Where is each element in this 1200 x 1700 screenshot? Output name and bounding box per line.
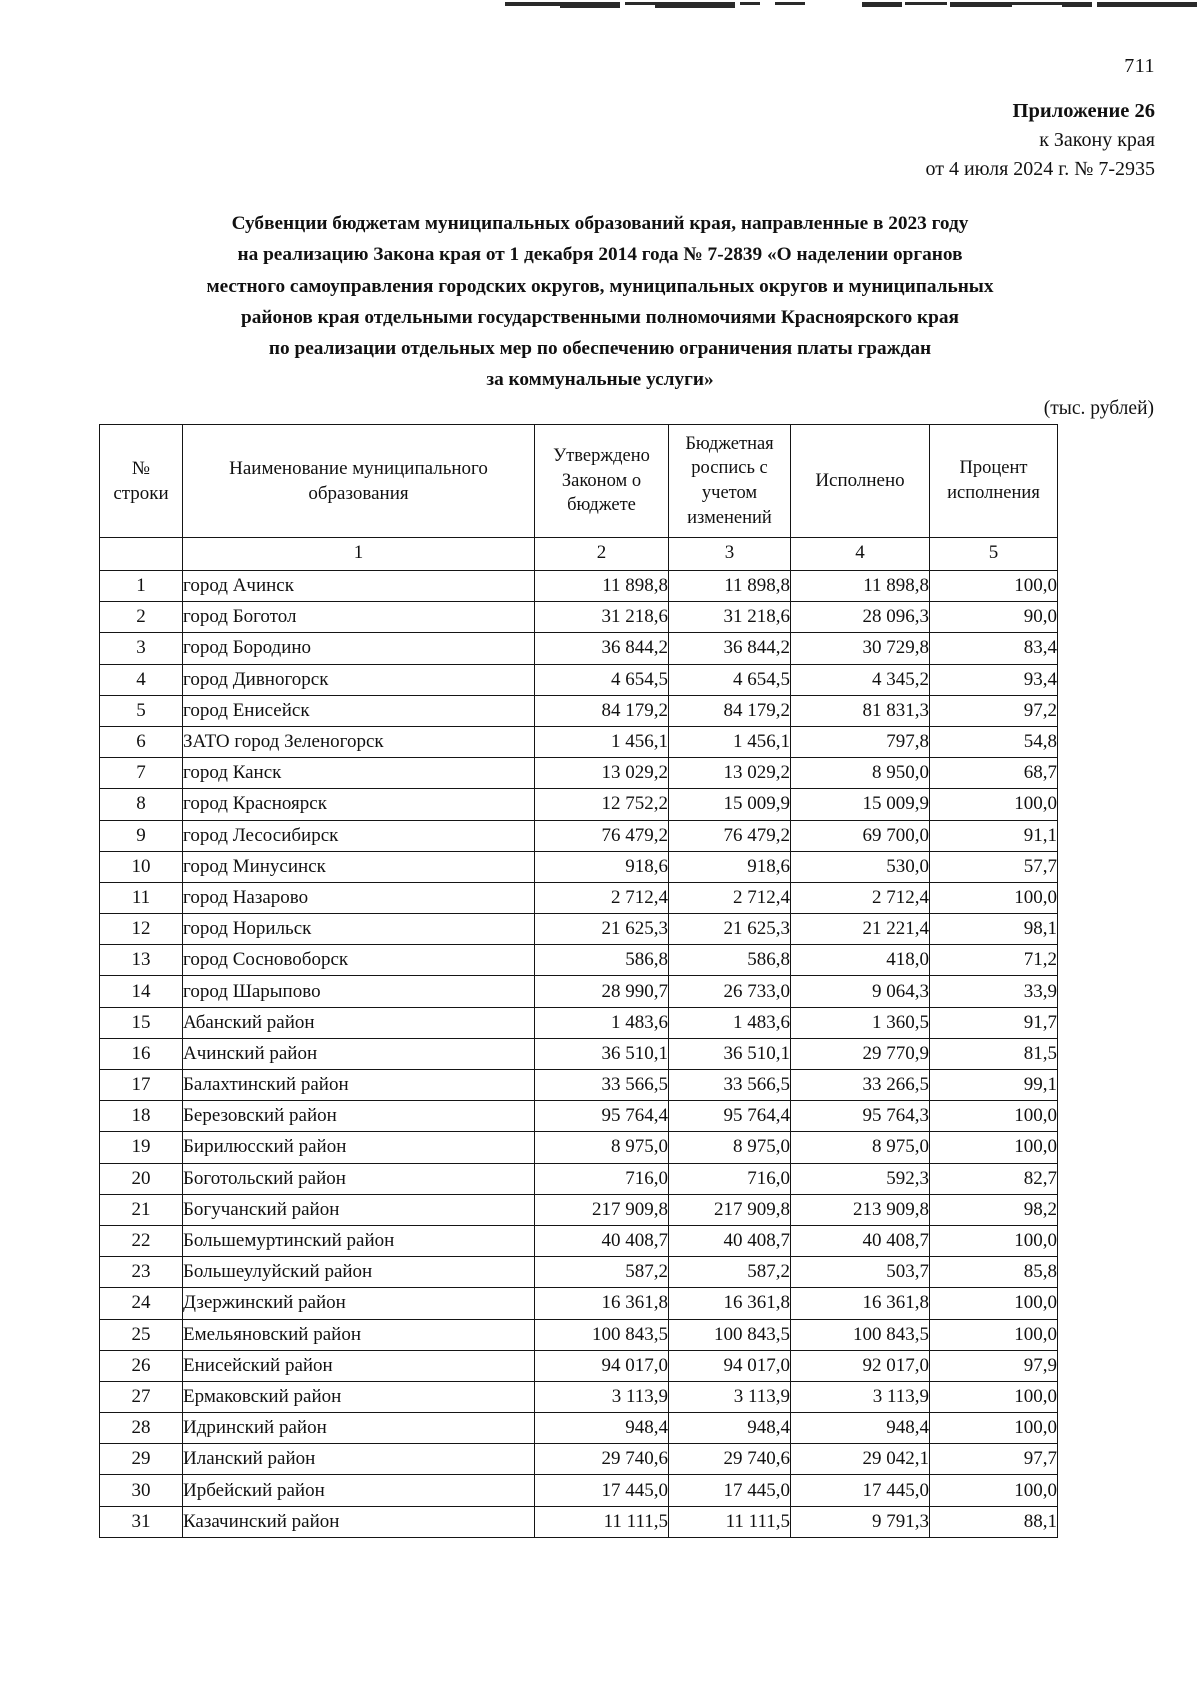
header-approved-line1: Утверждено [553,446,650,467]
approved-amount-cell: 11 111,5 [535,1506,669,1537]
row-number-cell: 29 [100,1444,183,1475]
executed-amount-cell: 9 064,3 [791,976,930,1007]
row-number-cell: 20 [100,1163,183,1194]
table-row [100,851,1058,882]
executed-amount-cell: 81 831,3 [791,695,930,726]
executed-amount-cell: 530,0 [791,851,930,882]
row-number-cell: 2 [100,602,183,633]
percent-executed-cell: 100,0 [930,571,1058,602]
budget-schedule-cell: 31 218,6 [669,602,791,633]
municipality-name-cell: Богучанский район [183,1194,535,1225]
percent-executed-cell: 83,4 [930,633,1058,664]
table-row [100,820,1058,851]
approved-amount-cell: 84 179,2 [535,695,669,726]
executed-amount-cell: 8 950,0 [791,758,930,789]
table-row [100,1381,1058,1412]
table-row [100,1132,1058,1163]
row-number-cell: 26 [100,1350,183,1381]
approved-amount-cell: 36 844,2 [535,633,669,664]
table-row [100,914,1058,945]
executed-amount-cell: 213 909,8 [791,1194,930,1225]
percent-executed-cell: 81,5 [930,1038,1058,1069]
row-number-cell: 4 [100,664,183,695]
row-number-cell: 3 [100,633,183,664]
municipality-name-cell: Абанский район [183,1007,535,1038]
row-number-cell: 1 [100,571,183,602]
budget-schedule-cell: 11 898,8 [669,571,791,602]
approved-amount-cell: 36 510,1 [535,1038,669,1069]
row-number-cell: 24 [100,1288,183,1319]
budget-schedule-cell: 948,4 [669,1413,791,1444]
municipality-name-cell: Балахтинский район [183,1070,535,1101]
row-number-cell: 6 [100,726,183,757]
percent-executed-cell: 100,0 [930,1475,1058,1506]
header-name-line1: Наименование муниципального [229,457,488,479]
budget-schedule-cell: 26 733,0 [669,976,791,1007]
municipality-name-cell: Боготольский район [183,1163,535,1194]
municipality-name-cell: город Назарово [183,882,535,913]
row-number-cell: 19 [100,1132,183,1163]
row-number-cell: 10 [100,851,183,882]
percent-executed-cell: 82,7 [930,1163,1058,1194]
percent-executed-cell: 100,0 [930,1413,1058,1444]
subventions-table [99,424,1058,1538]
column-number-row [100,538,1058,571]
approved-amount-cell: 94 017,0 [535,1350,669,1381]
scan-artifacts [0,0,1200,12]
budget-schedule-cell: 100 843,5 [669,1319,791,1350]
table-row [100,726,1058,757]
percent-executed-cell: 54,8 [930,726,1058,757]
municipality-name-cell: город Ачинск [183,571,535,602]
executed-amount-cell: 4 345,2 [791,664,930,695]
percent-executed-cell: 100,0 [930,1288,1058,1319]
municipality-name-cell: город Енисейск [183,695,535,726]
percent-executed-cell: 68,7 [930,758,1058,789]
percent-executed-cell: 85,8 [930,1257,1058,1288]
percent-executed-cell: 100,0 [930,789,1058,820]
municipality-name-cell: город Норильск [183,914,535,945]
executed-amount-cell: 948,4 [791,1413,930,1444]
municipality-name-cell: Большеулуйский район [183,1257,535,1288]
header-budget-line2: роспись с [691,458,768,479]
row-number-cell: 7 [100,758,183,789]
municipality-name-cell: город Сосновоборск [183,945,535,976]
municipality-name-cell: город Дивногорск [183,664,535,695]
title-line-3: местного самоуправления городских округов, муниципальных округов и муниципальных [206,275,994,297]
table-row [100,1506,1058,1537]
percent-executed-cell: 100,0 [930,1319,1058,1350]
percent-executed-cell: 100,0 [930,882,1058,913]
executed-amount-cell: 95 764,3 [791,1101,930,1132]
table-row [100,602,1058,633]
title-line-5: по реализации отдельных мер по обеспечению ограничения платы граждан [268,338,932,359]
percent-executed-cell: 91,7 [930,1007,1058,1038]
row-number-cell: 13 [100,945,183,976]
approved-amount-cell: 40 408,7 [535,1225,669,1256]
table-row [100,695,1058,726]
budget-schedule-cell: 15 009,9 [669,789,791,820]
row-number-cell: 11 [100,882,183,913]
header-approved-line2: Законом о [561,470,642,491]
percent-executed-cell: 99,1 [930,1070,1058,1101]
executed-amount-cell: 16 361,8 [791,1288,930,1319]
table-row [100,1257,1058,1288]
executed-amount-cell: 2 712,4 [791,882,930,913]
municipality-name-cell: Ермаковский район [183,1381,535,1412]
table-row [100,758,1058,789]
percent-executed-cell: 100,0 [930,1101,1058,1132]
budget-schedule-cell: 4 654,5 [669,664,791,695]
executed-amount-cell: 1 360,5 [791,1007,930,1038]
approved-amount-cell: 95 764,4 [535,1101,669,1132]
table-row [100,1350,1058,1381]
executed-amount-cell: 69 700,0 [791,820,930,851]
budget-schedule-cell: 17 445,0 [669,1475,791,1506]
executed-amount-cell: 797,8 [791,726,930,757]
municipality-name-cell: Ачинский район [183,1038,535,1069]
budget-schedule-cell: 11 111,5 [669,1506,791,1537]
table-row [100,1163,1058,1194]
municipality-name-cell: город Шарыпово [183,976,535,1007]
municipality-name-cell: Большемуртинский район [183,1225,535,1256]
approved-amount-cell: 16 361,8 [535,1288,669,1319]
municipality-name-cell: Казачинский район [183,1506,535,1537]
row-number-cell: 9 [100,820,183,851]
budget-schedule-cell: 36 844,2 [669,633,791,664]
municipality-name-cell: Бирилюсский район [183,1132,535,1163]
units-note: (тыс. рублей) [1043,398,1154,419]
budget-schedule-cell: 1 456,1 [669,726,791,757]
budget-schedule-cell: 13 029,2 [669,758,791,789]
approved-amount-cell: 12 752,2 [535,789,669,820]
budget-schedule-cell: 586,8 [669,945,791,976]
budget-schedule-cell: 95 764,4 [669,1101,791,1132]
title-line-4: районов края отдельными государственными полномочиями Красноярского края [241,306,959,328]
budget-schedule-cell: 716,0 [669,1163,791,1194]
law-reference-line: к Закону края [1039,129,1155,152]
approved-amount-cell: 217 909,8 [535,1194,669,1225]
row-number-cell: 14 [100,976,183,1007]
table-body [100,571,1058,1538]
table-row [100,633,1058,664]
budget-schedule-cell: 84 179,2 [669,695,791,726]
percent-executed-cell: 100,0 [930,1225,1058,1256]
table-row [100,882,1058,913]
budget-schedule-cell: 587,2 [669,1257,791,1288]
column-number-2: 2 [535,538,669,571]
executed-amount-cell: 29 770,9 [791,1038,930,1069]
budget-schedule-cell: 94 017,0 [669,1350,791,1381]
row-number-cell: 30 [100,1475,183,1506]
header-budget-line3: учетом [701,483,758,503]
row-number-cell: 25 [100,1319,183,1350]
percent-executed-cell: 88,1 [930,1506,1058,1537]
column-header-row-number [100,425,183,538]
percent-executed-cell: 90,0 [930,602,1058,633]
table-header [100,425,1058,571]
executed-amount-cell: 30 729,8 [791,633,930,664]
executed-amount-cell: 418,0 [791,945,930,976]
municipality-name-cell: Емельяновский район [183,1319,535,1350]
budget-schedule-cell: 76 479,2 [669,820,791,851]
approved-amount-cell: 29 740,6 [535,1444,669,1475]
budget-schedule-cell: 217 909,8 [669,1194,791,1225]
table-header-row [100,425,1058,538]
percent-executed-cell: 98,2 [930,1194,1058,1225]
budget-schedule-cell: 8 975,0 [669,1132,791,1163]
executed-amount-cell: 21 221,4 [791,914,930,945]
executed-amount-cell: 3 113,9 [791,1381,930,1412]
row-number-cell: 23 [100,1257,183,1288]
approved-amount-cell: 716,0 [535,1163,669,1194]
header-approved-line3: бюджете [567,495,636,516]
executed-amount-cell: 100 843,5 [791,1319,930,1350]
table-row [100,1038,1058,1069]
executed-amount-cell: 503,7 [791,1257,930,1288]
approved-amount-cell: 100 843,5 [535,1319,669,1350]
budget-schedule-cell: 29 740,6 [669,1444,791,1475]
approved-amount-cell: 8 975,0 [535,1132,669,1163]
approved-amount-cell: 21 625,3 [535,914,669,945]
column-header-municipality-name [183,425,535,538]
row-number-cell: 31 [100,1506,183,1537]
table-row [100,1007,1058,1038]
row-number-cell: 18 [100,1101,183,1132]
row-number-cell: 8 [100,789,183,820]
approved-amount-cell: 948,4 [535,1413,669,1444]
municipality-name-cell: город Канск [183,758,535,789]
column-number-0 [100,538,183,571]
budget-schedule-cell: 33 566,5 [669,1070,791,1101]
page-title [100,208,1100,396]
row-number-cell: 12 [100,914,183,945]
approved-amount-cell: 1 483,6 [535,1007,669,1038]
column-number-4: 4 [791,538,930,571]
header-budget-line4: изменений [687,507,772,528]
percent-executed-cell: 93,4 [930,664,1058,695]
column-header-percent [930,425,1058,538]
column-number-3: 3 [669,538,791,571]
approved-amount-cell: 1 456,1 [535,726,669,757]
row-number-cell: 17 [100,1070,183,1101]
approved-amount-cell: 76 479,2 [535,820,669,851]
table-row [100,945,1058,976]
municipality-name-cell: Иланский район [183,1444,535,1475]
percent-executed-cell: 33,9 [930,976,1058,1007]
column-header-budget-schedule [669,425,791,538]
table-row [100,1225,1058,1256]
row-number-cell: 21 [100,1194,183,1225]
budget-schedule-cell: 16 361,8 [669,1288,791,1319]
municipality-name-cell: Дзержинский район [183,1288,535,1319]
municipality-name-cell: город Бородино [183,633,535,664]
budget-schedule-cell: 918,6 [669,851,791,882]
executed-amount-cell: 29 042,1 [791,1444,930,1475]
executed-amount-cell: 8 975,0 [791,1132,930,1163]
header-name-line2: образования [308,483,409,504]
budget-schedule-cell: 3 113,9 [669,1381,791,1412]
municipality-name-cell: город Красноярск [183,789,535,820]
executed-amount-cell: 15 009,9 [791,789,930,820]
column-header-executed: Исполнено [791,425,930,538]
column-header-approved [535,425,669,538]
table-row [100,789,1058,820]
percent-executed-cell: 97,9 [930,1350,1058,1381]
percent-executed-cell: 97,7 [930,1444,1058,1475]
percent-executed-cell: 71,2 [930,945,1058,976]
percent-executed-cell: 91,1 [930,820,1058,851]
budget-schedule-cell: 2 712,4 [669,882,791,913]
table-row [100,571,1058,602]
executed-amount-cell: 28 096,3 [791,602,930,633]
executed-amount-cell: 592,3 [791,1163,930,1194]
row-number-cell: 15 [100,1007,183,1038]
executed-amount-cell: 33 266,5 [791,1070,930,1101]
municipality-name-cell: город Лесосибирск [183,820,535,851]
approved-amount-cell: 11 898,8 [535,571,669,602]
row-number-cell: 28 [100,1413,183,1444]
table-row [100,1194,1058,1225]
approved-amount-cell: 13 029,2 [535,758,669,789]
approved-amount-cell: 3 113,9 [535,1381,669,1412]
executed-amount-cell: 11 898,8 [791,571,930,602]
approved-amount-cell: 4 654,5 [535,664,669,695]
municipality-name-cell: город Минусинск [183,851,535,882]
percent-executed-cell: 98,1 [930,914,1058,945]
column-number-5: 5 [930,538,1058,571]
budget-schedule-cell: 1 483,6 [669,1007,791,1038]
municipality-name-cell: Идринский район [183,1413,535,1444]
table-row [100,1070,1058,1101]
appendix-label: Приложение 26 [1012,100,1155,122]
page-number: 711 [1124,55,1155,77]
approved-amount-cell: 587,2 [535,1257,669,1288]
percent-executed-cell: 57,7 [930,851,1058,882]
executed-amount-cell: 92 017,0 [791,1350,930,1381]
percent-executed-cell: 100,0 [930,1381,1058,1412]
table-row [100,1413,1058,1444]
table-row [100,1475,1058,1506]
budget-schedule-cell: 40 408,7 [669,1225,791,1256]
approved-amount-cell: 31 218,6 [535,602,669,633]
percent-executed-cell: 97,2 [930,695,1058,726]
table-row [100,1101,1058,1132]
title-line-6: за коммунальные услуги» [486,369,714,391]
table-row [100,976,1058,1007]
approved-amount-cell: 33 566,5 [535,1070,669,1101]
header-row-number-line1: № [131,457,151,479]
row-number-cell: 22 [100,1225,183,1256]
approved-amount-cell: 918,6 [535,851,669,882]
row-number-cell: 5 [100,695,183,726]
title-line-1: Субвенции бюджетам муниципальных образований края, направленные в 2023 году [231,213,969,234]
approved-amount-cell: 28 990,7 [535,976,669,1007]
table-row [100,664,1058,695]
approved-amount-cell: 586,8 [535,945,669,976]
municipality-name-cell: Березовский район [183,1101,535,1132]
municipality-name-cell: ЗАТО город Зеленогорск [183,726,535,757]
table-row [100,1288,1058,1319]
municipality-name-cell: город Боготол [183,602,535,633]
municipality-name-cell: Енисейский район [183,1350,535,1381]
document-reference [926,97,1156,183]
law-date-number-line: от 4 июля 2024 г. № 7-2935 [925,157,1155,180]
executed-amount-cell: 9 791,3 [791,1506,930,1537]
header-row-number-line2: строки [113,483,169,504]
percent-executed-cell: 100,0 [930,1132,1058,1163]
executed-amount-cell: 40 408,7 [791,1225,930,1256]
budget-schedule-cell: 36 510,1 [669,1038,791,1069]
header-budget-line1: Бюджетная [685,433,774,454]
table-row [100,1444,1058,1475]
approved-amount-cell: 2 712,4 [535,882,669,913]
row-number-cell: 27 [100,1381,183,1412]
table-row [100,1319,1058,1350]
header-percent-line2: исполнения [947,483,1040,503]
row-number-cell: 16 [100,1038,183,1069]
header-percent-line1: Процент [959,458,1028,479]
executed-amount-cell: 17 445,0 [791,1475,930,1506]
budget-schedule-cell: 21 625,3 [669,914,791,945]
title-line-2: на реализацию Закона края от 1 декабря 2014 года № 7-2839 «О наделении органов [237,244,963,266]
approved-amount-cell: 17 445,0 [535,1475,669,1506]
column-number-1: 1 [183,538,535,571]
municipality-name-cell: Ирбейский район [183,1475,535,1506]
